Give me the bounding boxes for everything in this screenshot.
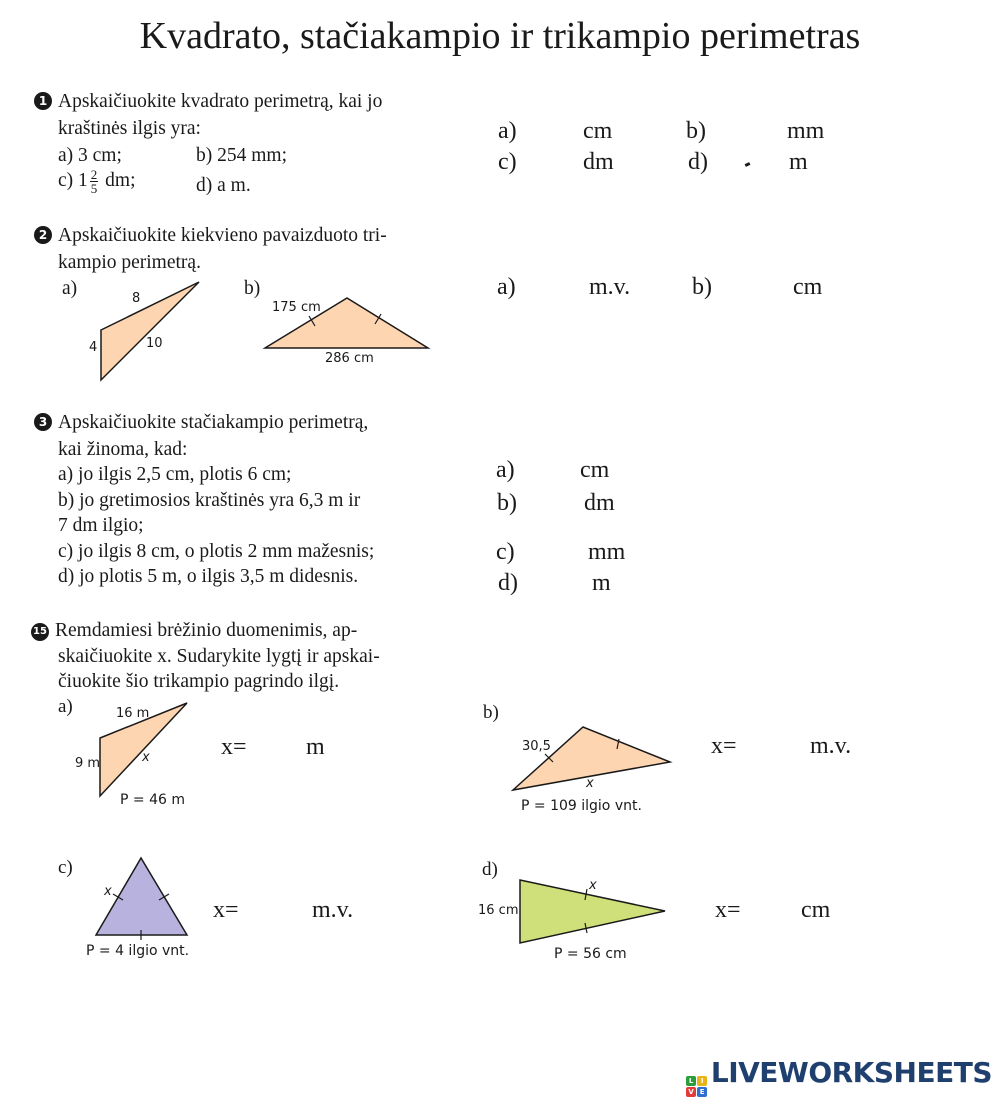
task2-line1: 2 Apskaičiuokite kiekvieno pavaizduoto tri- [34, 224, 387, 247]
task1-option-c: c) 1 $\frac{2}{5}$ dm; [58, 167, 136, 196]
fig-a-left: 9 m [75, 756, 101, 771]
answer3-c-label: c) [496, 539, 515, 565]
task2-a-label: a) [62, 278, 78, 299]
liveworksheets-logo-text: LIVEWORKSHEETS [710, 1056, 992, 1089]
liveworksheets-logo[interactable] [686, 1056, 992, 1097]
fig-b-perimeter: P = 109 ilgio vnt. [521, 798, 642, 814]
answer1-d-unit: m [789, 149, 808, 175]
task3-option-b2: 7 dm ilgio; [58, 515, 144, 536]
task3-option-b1: b) jo gretimosios kraštinės yra 6,3 m ir [58, 490, 361, 511]
liveworksheets-logo-icon: L I V E [686, 1076, 707, 1097]
page-title: Kvadrato, stačiakampio ir trikampio perimetras [139, 15, 861, 57]
fig-c-x: x [104, 884, 112, 899]
answer1-b-unit: mm [787, 118, 825, 144]
task2-line2: kampio perimetrą. [58, 252, 201, 273]
task15-line3: čiuokite šio trikampio pagrindo ilgį. [58, 671, 340, 692]
answer2-a-unit: m.v. [589, 274, 631, 300]
answer15-d-unit: cm [801, 897, 831, 923]
fig-b-x: x [586, 776, 594, 791]
task3-number: 3 [34, 413, 52, 431]
task3-line2: kai žinoma, kad: [58, 439, 188, 460]
task1-number: 1 [34, 92, 52, 110]
task15-line2: skaičiuokite x. Sudarykite lygtį ir apskai- [58, 646, 380, 667]
fig-d-perimeter: P = 56 cm [554, 946, 627, 962]
answer1-a-unit: cm [583, 118, 613, 144]
answer15-c-prefix: x= [213, 897, 239, 923]
task1-line1: 1 Apskaičiuokite kvadrato perimetrą, kai jo [34, 90, 382, 113]
answer2-b-label: b) [692, 274, 712, 300]
answer15-d-prefix: x= [715, 897, 741, 923]
task3-option-a: a) jo ilgis 2,5 cm, plotis 6 cm; [58, 464, 292, 485]
answer3-d-unit: m [592, 570, 611, 596]
fig-c-perimeter: P = 4 ilgio vnt. [86, 943, 190, 959]
answer2-b-unit: cm [793, 274, 823, 300]
task15-number: 15 [31, 623, 49, 641]
task2-a-side3: 10 [146, 336, 163, 351]
answer1-c-label: c) [498, 149, 517, 175]
task2-b-side: 175 cm [272, 300, 321, 315]
answer15-a-prefix: x= [221, 734, 247, 760]
task15-a-label: a) [58, 696, 73, 717]
task2-b-label: b) [244, 278, 261, 299]
fraction: $\frac{2}{5}$ [90, 167, 98, 196]
answer3-d-label: d) [498, 570, 518, 596]
fig-d-x: x [589, 878, 597, 893]
answer1-c-unit: dm [583, 149, 614, 175]
task1-option-d: d) a m. [196, 175, 251, 196]
answer1-d-label: d) [688, 149, 708, 175]
task3-option-c: c) jo ilgis 8 cm, o plotis 2 mm mažesnis; [58, 541, 375, 562]
task1-option-b: b) 254 mm; [196, 145, 287, 166]
answer2-a-label: a) [497, 274, 516, 300]
answer3-a-label: a) [496, 457, 515, 483]
answer15-b-unit: m.v. [810, 733, 852, 759]
answer3-c-unit: mm [588, 539, 626, 565]
answer15-a-unit: m [306, 734, 325, 760]
fig-d-left: 16 cm [478, 903, 519, 918]
answer1-b-label: b) [686, 118, 706, 144]
task1-option-a: a) 3 cm; [58, 145, 122, 166]
task2-a-side1: 8 [132, 291, 141, 306]
fig-b-side: 30,5 [522, 739, 551, 754]
answer3-b-unit: dm [584, 490, 615, 516]
task2-number: 2 [34, 226, 52, 244]
task15-c-label: c) [58, 857, 73, 878]
fig-a-perimeter: P = 46 m [120, 792, 185, 808]
answer3-a-unit: cm [580, 457, 610, 483]
answer15-b-prefix: x= [711, 733, 737, 759]
task15-b-label: b) [483, 702, 499, 723]
task1-line2: kraštinės ilgis yra: [58, 118, 201, 139]
task3-line1: 3 Apskaičiuokite stačiakampio perimetrą, [34, 411, 368, 434]
task2-a-side2: 4 [89, 340, 98, 355]
answer15-c-unit: m.v. [312, 897, 354, 923]
task2-b-base: 286 cm [325, 351, 374, 366]
task15-line1: 15 Remdamiesi brėžinio duomenimis, ap- [31, 619, 357, 642]
answer1-a-label: a) [498, 118, 517, 144]
task3-option-d: d) jo plotis 5 m, o ilgis 3,5 m didesnis. [58, 566, 359, 587]
fig-a-x: x [142, 750, 150, 765]
fig-a-top: 16 m [116, 706, 150, 721]
task15-d-label: d) [482, 859, 498, 880]
answer3-b-label: b) [497, 490, 517, 516]
